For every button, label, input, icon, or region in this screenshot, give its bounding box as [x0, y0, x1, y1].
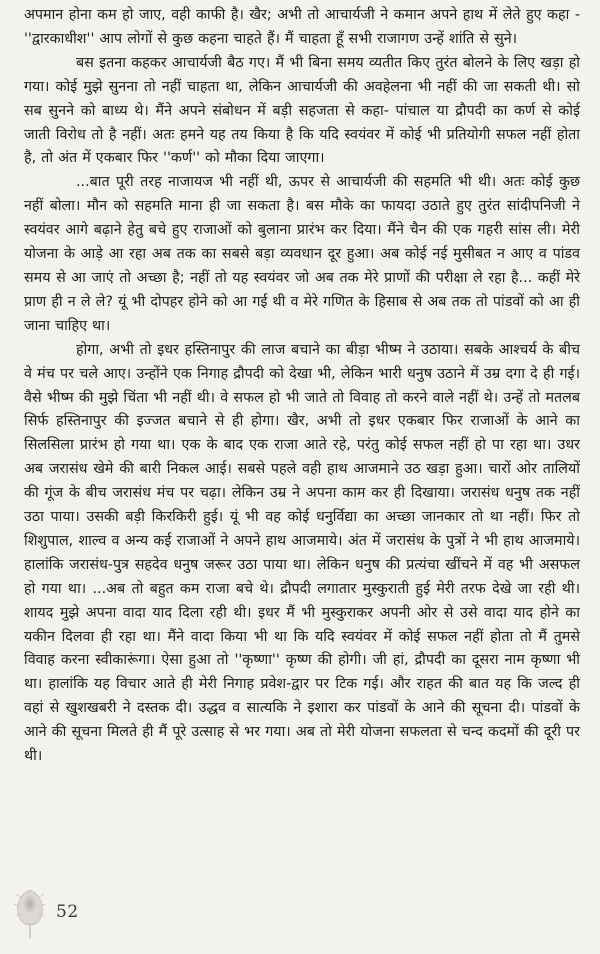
page-number: 52 [56, 902, 79, 922]
paragraph-2: बस इतना कहकर आचार्यजी बैठ गए। मैं भी बिना समय व्यतीत किए तुरंत बोलने के लिए खड़ा हो गया। कोई मुझे सुनना तो नहीं चाहता था, लेकिन आचार्यजी की अवहेलना भी नहीं की जा सकती थी। सो सब सुनने को बाध्य थे। मैंने अपने संबोधन में बड़ी सहजता से कहा- पांचाल या द्रौपदी का कर्ण से कोई जाती विरोध तो है नहीं। अतः हमने यह तय किया है कि यदि स्वयंवर में कोई भी प्रतियोगी सफल नहीं होता है, तो अंत में एकबार फिर ''कर्ण'' को मौका दिया जाएगा। [24, 54, 580, 167]
paragraph-1: अपमान होना कम हो जाए, वही काफी है। खैर; अभी तो आचार्यजी ने कमान अपने हाथ में लेते हुए कहा - ''द्वारकाधीश'' आप लोगों से कुछ कहना चाहते हैं। मैं चाहता हूँ सभी राजागण उन्हें शांति से सुने। [24, 7, 580, 47]
paragraph-3: ...बात पूरी तरह नाजायज भी नहीं थी, ऊपर से आचार्यजी की सहमति भी थी। अतः कोई कुछ नहीं बोला। मौन को सहमति माना ही जा सकता है। बस मौके का फायदा उठाते हुए तुरंत सांदीपनिजी ने स्वयंवर आगे बढ़ाने हेतु बचे हुए राजाओं को बुलाना प्रारंभ कर दिया। मैंने चैन की एक गहरी सांस ली। मेरी योजना के आड़े आ रहा अब तक का सबसे बड़ा व्यवधान दूर हुआ। अब कोई नई मुसीबत न आए व पांडव समय से आ जाएं तो अच्छा है; नहीं तो यह स्वयंवर जो अब तक मेरे प्राणों की परीक्षा ले रहा है... कहीं मेरे प्राण ही न ले ले? यूं भी दोपहर होने को आ गई थी व मेरे गणित के हिसाब से अब तक तो पांडवों को आ ही जाना चाहिए था। [24, 174, 580, 334]
body-text [24, 4, 580, 769]
peacock-feather-icon [12, 880, 48, 940]
paragraph-4: होगा, अभी तो इधर हस्तिनापुर की लाज बचाने का बीड़ा भीष्म ने उठाया। सबके आश्चर्य के बीच वे मंच पर चले आए। उन्होंने एक निगाह द्रौपदी को देखा भी, लेकिन भारी धनुष उठाने में उम्र दगा दे ही गई। वैसे भीष्म की मुझे चिंता भी नहीं थी। वे सफल हो भी जाते तो विवाह तो करने वाले नहीं थे। उन्हें तो मतलब सिर्फ हस्तिनापुर की इज्जत बचाने से ही होगा। खैर, अभी तो इधर एकबार फिर राजाओं के आने का सिलसिला प्रारंभ हो गया था। एक के बाद एक राजा आते रहे, परंतु कोई सफल नहीं हो पा रहा था। उधर अब जरासंध खेमे की बारी निकल आई। सबसे पहले वही हाथ आजमाने उठ खड़ा हुआ। चारों ओर तालियों की गूंज के बीच जरासंध मंच पर चढ़ा। लेकिन उम्र ने अपना काम कर ही दिखाया। जरासंध धनुष तक नहीं उठा पाया। उसकी बड़ी किरकिरी हुई। यूं भी वह कोई धनुर्विद्या का अच्छा जानकार तो था नहीं। फिर तो शिशुपाल, शाल्व व अन्य कई राजाओं ने अपने हाथ आजमाये। अंत में जरासंध के पुत्रों ने भी हाथ आजमाये। हालांकि जरासंध-पुत्र सहदेव धनुष जरूर उठा पाया था। लेकिन धनुष की प्रत्यंचा खींचने में वह भी असफल हो गया था। ...अब तो बहुत कम राजा बचे थे। द्रौपदी लगातार मुस्कुराती हुई मेरी तरफ देखे जा रही थी। शायद मुझे अपना वादा याद दिला रही थी। इधर मैं भी मुस्कुराकर अपनी ओर से उसे वादा याद होने का यकीन दिलवा ही रहा था। मैंने वादा किया भी था कि यदि स्वयंवर में कोई सफल नहीं होता तो मैं तुमसे विवाह करना स्वीकारूंगा। ऐसा हुआ तो ''कृष्णा'' कृष्ण की होगी। जी हां, द्रौपदी का दूसरा नाम कृष्णा भी था। हालांकि यह विचार आते ही मेरी निगाह प्रवेश-द्वार पर टिक गई। और राहत की बात यह कि जल्द ही वहां से खुशखबरी ने दस्तक दी। उद्धव व सात्यकि ने इशारा कर पांडवों के आने की सूचना दी। पांडवों के आने की सूचना मिलते ही मैं पूरे उत्साह से भर गया। अब तो मेरी योजना सफलता से चन्द कदमों की दूरी पर थी। [24, 341, 580, 765]
page-footer [12, 880, 132, 940]
